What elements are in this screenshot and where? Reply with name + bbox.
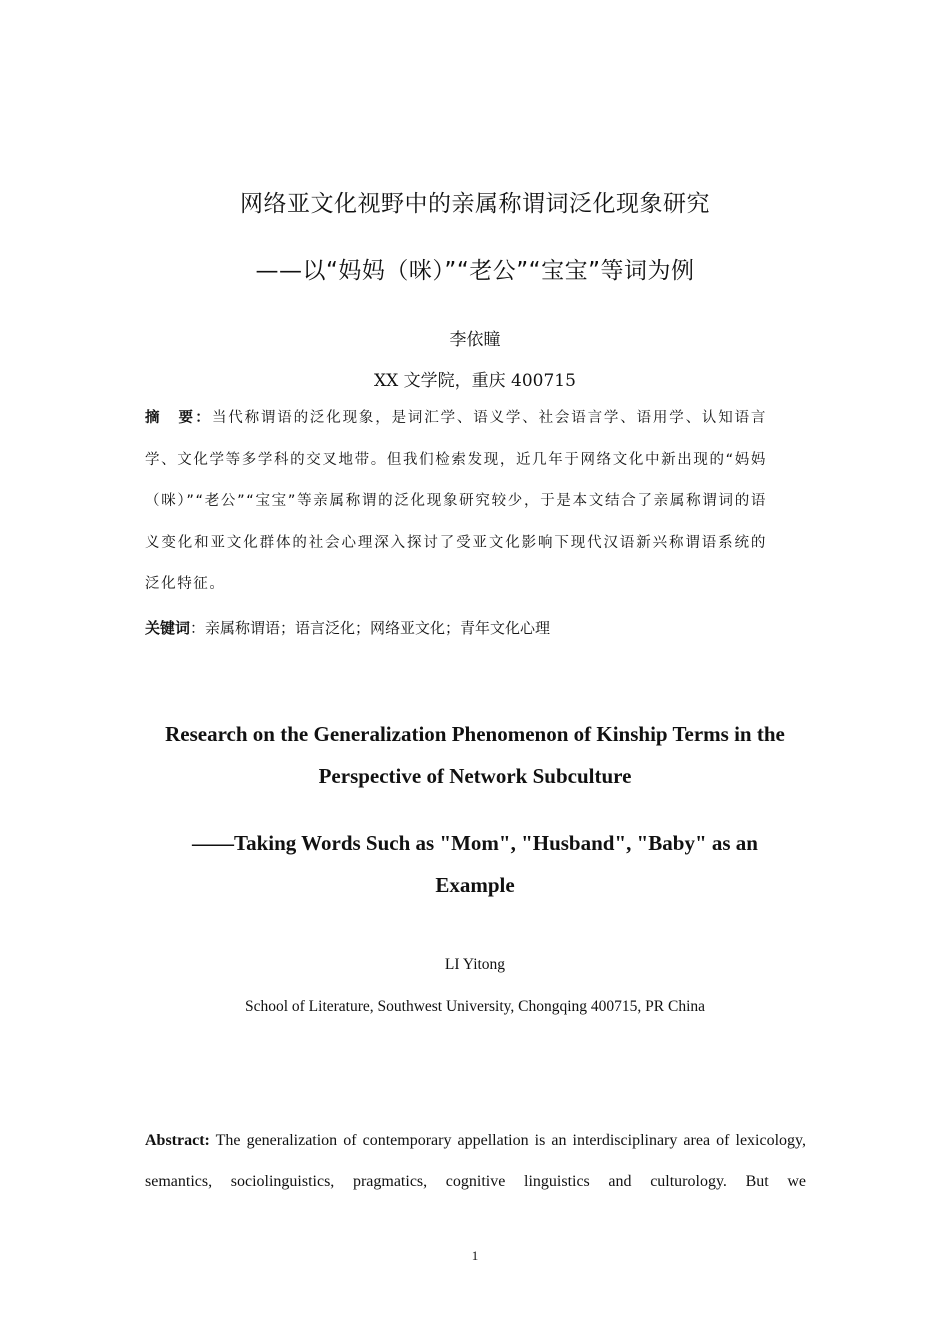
chinese-keywords-label: 关键词: [145, 619, 191, 637]
chinese-title: 网络亚文化视野中的亲属称谓词泛化现象研究: [240, 191, 710, 217]
english-title-line1: Research on the Generalization Phenomenon of Kinship Terms in the: [165, 722, 785, 746]
english-title-line2: Perspective of Network Subculture: [318, 764, 632, 788]
english-author: LI Yitong: [444, 956, 506, 973]
english-subtitle-line1: ——Taking Words Such as "Mom", "Husband", "Baby" as an: [192, 831, 758, 855]
chinese-keywords-text: ：亲属称谓语；语言泛化；网络亚文化；青年文化心理: [190, 619, 551, 637]
chinese-abstract-text: 当代称谓语的泛化现象，是词汇学、语义学、社会语言学、语用学、认知语言学、文化学等多学科的交叉地带。但我们检索发现，近几年于网络文化中新出现的“妈妈（咪）”“老公”“宝宝”等亲属称谓的泛化现象研究较少，于是本文结合了亲属称谓词的语义变化和亚文化群体的社会心理深入探讨了受亚文化影响下现代汉语新兴称谓语系统的泛化特征。: [145, 410, 767, 592]
english-abstract-label: Abstract:: [145, 1132, 210, 1149]
chinese-affiliation: XX 文学院，重庆 400715: [374, 371, 576, 391]
english-subtitle: [0, 822, 950, 906]
page-number: 1: [471, 1248, 479, 1263]
chinese-keywords: [145, 617, 805, 638]
chinese-abstract: [145, 398, 767, 606]
english-title: [0, 713, 950, 797]
english-subtitle-line2: Example: [435, 873, 515, 897]
english-abstract: [145, 1120, 806, 1202]
english-abstract-text: The generalization of contemporary appellation is an interdisciplinary area of lexicology, semantics, sociolinguistics, pragmatics, cognitive linguistics and culturology. But we: [145, 1132, 806, 1190]
chinese-author: 李依瞳: [449, 330, 501, 350]
chinese-subtitle: ——以“妈妈（咪）”“老公”“宝宝”等词为例: [255, 258, 695, 284]
english-affiliation: School of Literature, Southwest University, Chongqing 400715, PR China: [244, 998, 706, 1015]
chinese-abstract-label: 摘 要：: [145, 410, 212, 426]
